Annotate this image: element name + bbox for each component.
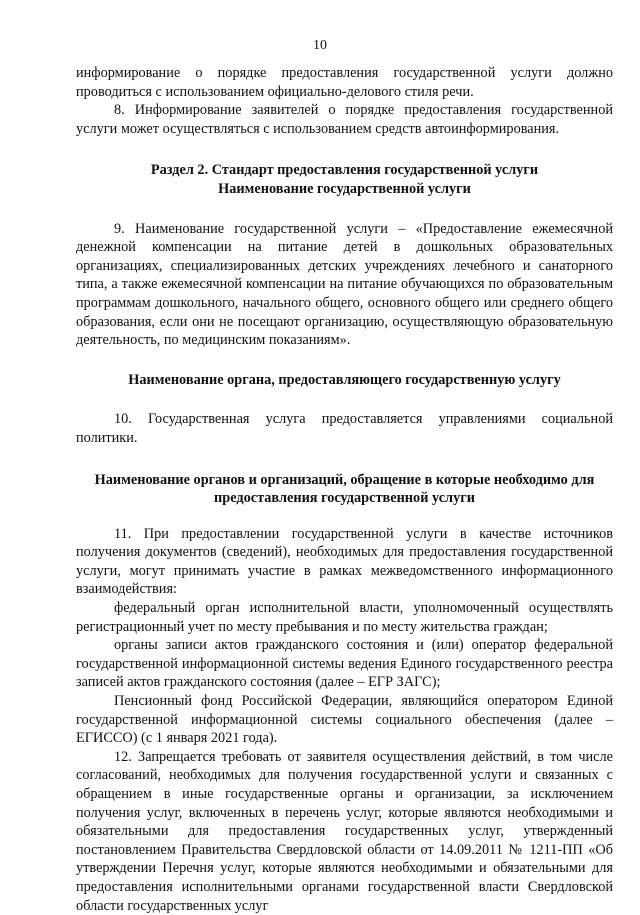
heading-organizations-line2: предоставления государственной услуги bbox=[214, 490, 475, 507]
paragraph-continuation: информирование о порядке предоставления государственной услуги должно проводиться с использованием официально-делового стиля речи. bbox=[76, 65, 613, 100]
paragraph-9: 9. Наименование государственной услуги – «Предоставление ежемесячной денежной компенсации на питание детей в дошкольных образовательных организациях, специализированных детских учреждениях лечебного и санаторного типа, а также ежемесячной компенсации на питание обучающихся по образовательным программам дошкольного, начального общего, основного общего или среднего общего образования, если они не посещают организацию, осуществляющую образовательную деятельность, по медицинским показаниям». bbox=[76, 220, 613, 349]
page-number: 10 bbox=[313, 38, 327, 53]
paragraph-12: 12. Запрещается требовать от заявителя осуществления действий, в том числе согласований, необходимых для получения государственной услуги и связанных с обращением в иные государственные органы и организации, за исключением получения услуг, включенных в перечень услуг, которые являются необходимыми и обязательными для предоставления государственных услуг, утвержденный постановлением Правительства Свердловской области от 14.09.2011 № 1211-ПП «Об утверждении Перечня услуг, которые являются необходимыми и обязательными для предоставления исполнительными органами государственной власти Свердловской области государственных услуг bbox=[76, 748, 613, 914]
document-body bbox=[76, 64, 613, 915]
paragraph-8: 8. Информирование заявителей о порядке предоставления государственной услуги может осуществляться с использованием средств автоинформирования. bbox=[76, 102, 613, 137]
paragraph-11-item-1: федеральный орган исполнительной власти, уполномоченный осуществлять регистрационный учет по месту пребывания и по месту жительства граждан; bbox=[76, 600, 613, 635]
paragraph-11-item-3: Пенсионный фонд Российской Федерации, являющийся оператором Единой государственной информационной системы социального обеспечения (далее – ЕГИССО) (с 1 января 2021 года). bbox=[76, 693, 613, 747]
paragraph-11-item-2: органы записи актов гражданского состояния и (или) оператор федеральной государственной информационной системы ведения Единого государственного реестра записей актов гражданского состояния (далее – ЕГР ЗАГС); bbox=[76, 637, 613, 691]
paragraph-10: 10. Государственная услуга предоставляется управлениями социальной политики. bbox=[76, 411, 613, 446]
paragraph-11: 11. При предоставлении государственной услуги в качестве источников получения документов (сведений), необходимых для предоставления государственной услуги, могут принимать участие в рамках межведомственного информационного взаимодействия: bbox=[76, 525, 613, 598]
section-heading-title: Раздел 2. Стандарт предоставления государственной услуги bbox=[150, 162, 539, 179]
heading-organ: Наименование органа, предоставляющего государственную услугу bbox=[128, 371, 561, 388]
section-heading-subtitle: Наименование государственной услуги bbox=[218, 180, 471, 197]
heading-organizations-line1: Наименование органов и организаций, обращение в которые необходимо для bbox=[94, 471, 595, 488]
